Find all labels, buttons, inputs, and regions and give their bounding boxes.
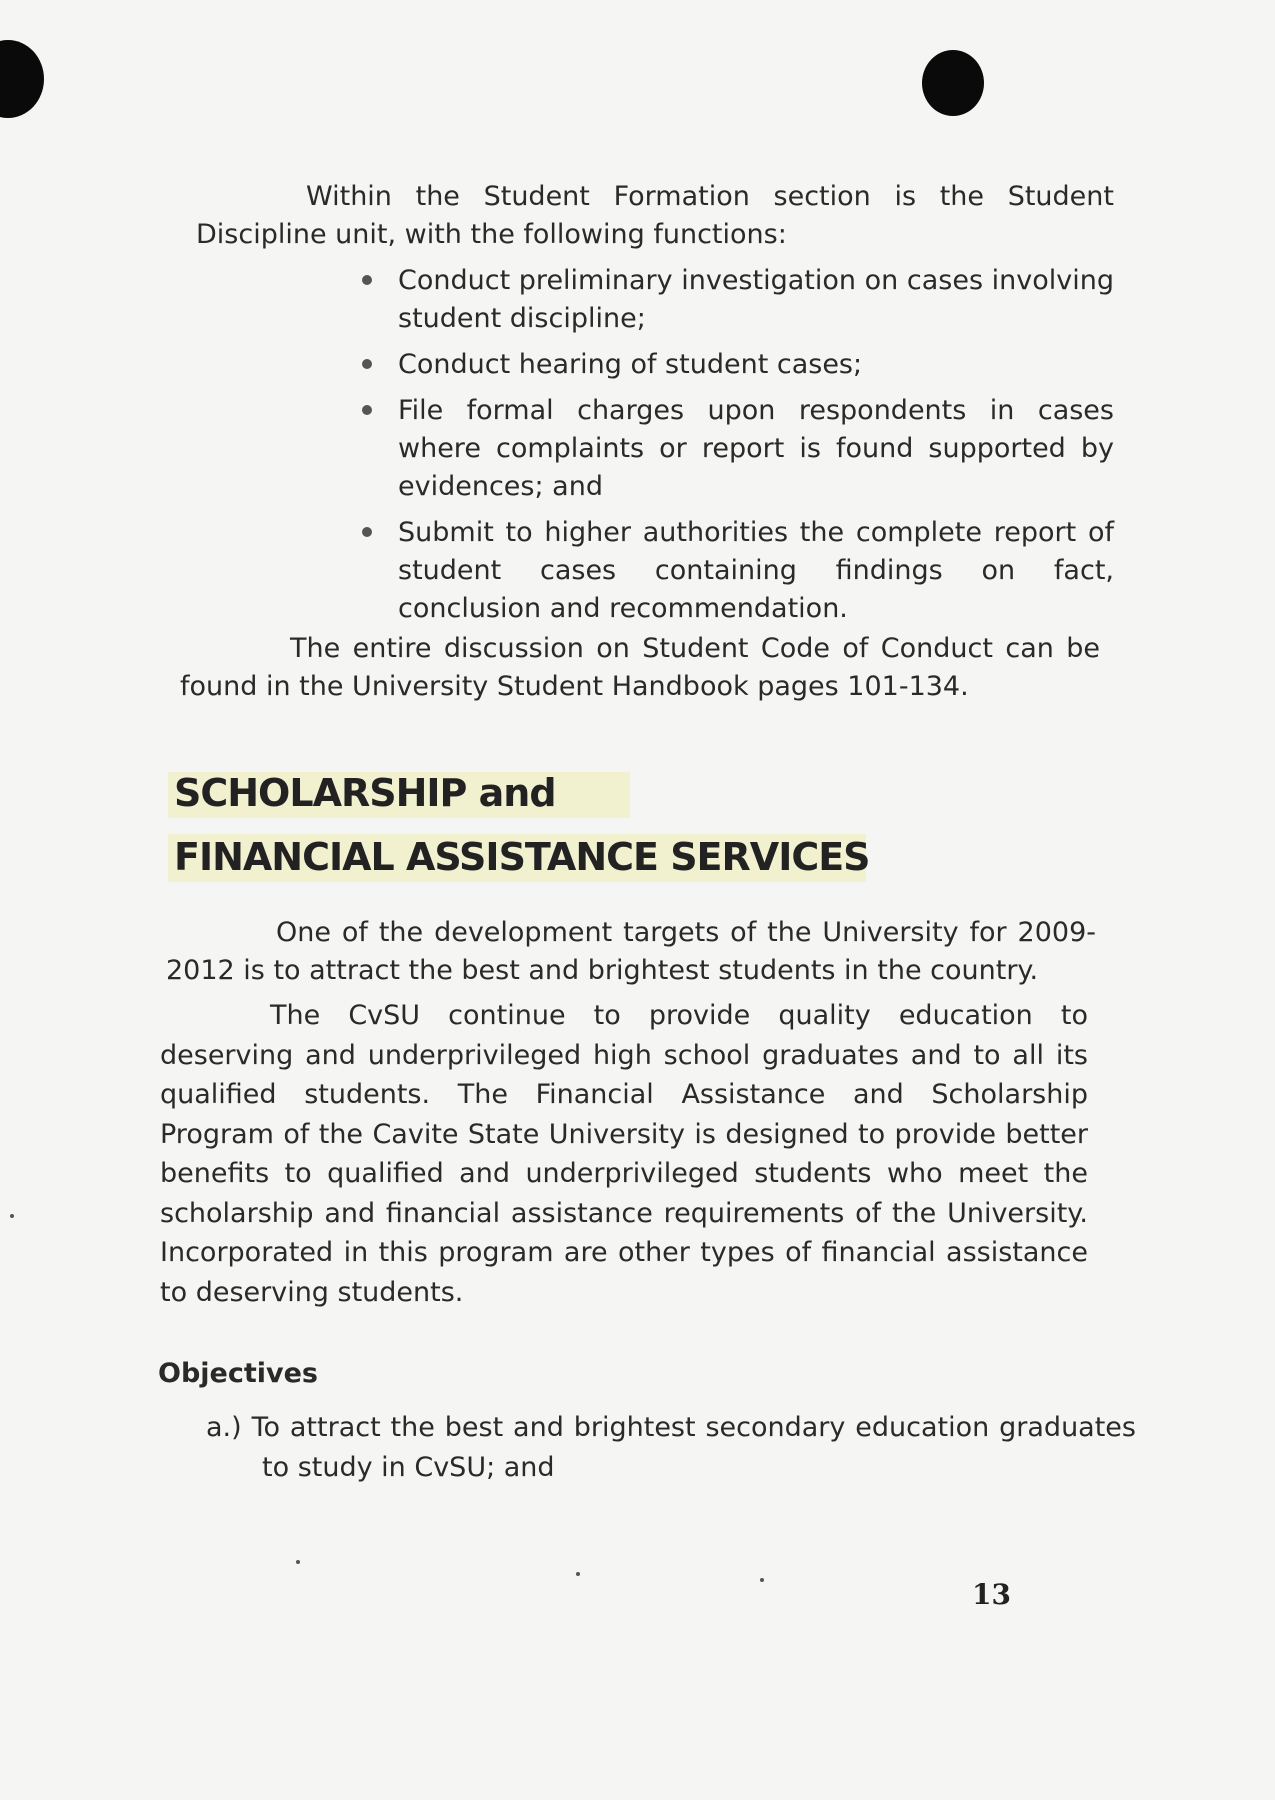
scan-speck: [10, 1214, 14, 1218]
section-title-line2: FINANCIAL ASSISTANCE SERVICES: [174, 835, 870, 879]
function-text: File formal charges upon respondents in cases where complaints or report is found supported by evidences; and: [398, 395, 1114, 502]
scholarship-paragraph-2: The CvSU continue to provide quality education to deserving and underprivileged high school graduates and to all its qualified students. The Financial Assistance and Scholarship Program of the Cavite State University is designed to provide better benefits to qualified and underprivileged students who meet the scholarship and financial assistance requirements of the University. Incorporated in this program are other types of financial assistance to deserving students.: [160, 1000, 1088, 1308]
objectives-heading: Objectives: [158, 1358, 318, 1389]
scholarship-paragraph-1: One of the development targets of the University for 2009-2012 is to attract the best and brightest students in the country.: [166, 917, 1096, 986]
list-item: [356, 262, 1114, 338]
handbook-note: The entire discussion on Student Code of Conduct can be found in the University Student Handbook pages 101-134.: [180, 633, 1100, 702]
list-item: [356, 392, 1114, 506]
scan-speck: [576, 1572, 580, 1576]
function-text: Conduct preliminary investigation on cases involving student discipline;: [398, 265, 1114, 334]
bullet-icon: [362, 275, 372, 285]
discipline-functions-list: [356, 262, 1114, 636]
scan-speck: [296, 1560, 300, 1564]
section-title-line1: SCHOLARSHIP and: [174, 771, 556, 815]
objective-item: [206, 1408, 1136, 1488]
page-number: 13: [972, 1578, 1011, 1611]
bullet-icon: [362, 527, 372, 537]
punch-hole-left: [0, 40, 44, 118]
function-text: Conduct hearing of student cases;: [398, 349, 863, 380]
objective-marker: a.): [206, 1412, 242, 1443]
scan-speck: [760, 1578, 764, 1582]
intro-paragraph: Within the Student Formation section is the Student Discipline unit, with the following functions:: [196, 181, 1114, 250]
bullet-icon: [362, 359, 372, 369]
bullet-icon: [362, 405, 372, 415]
punch-hole-right: [922, 50, 984, 116]
list-item: [356, 514, 1114, 628]
function-text: Submit to higher authorities the complete report of student cases containing findings on fact, conclusion and recommendation.: [398, 517, 1114, 624]
objective-text: To attract the best and brightest secondary education graduates to study in CvSU; and: [251, 1412, 1136, 1483]
list-item: [356, 346, 1114, 384]
